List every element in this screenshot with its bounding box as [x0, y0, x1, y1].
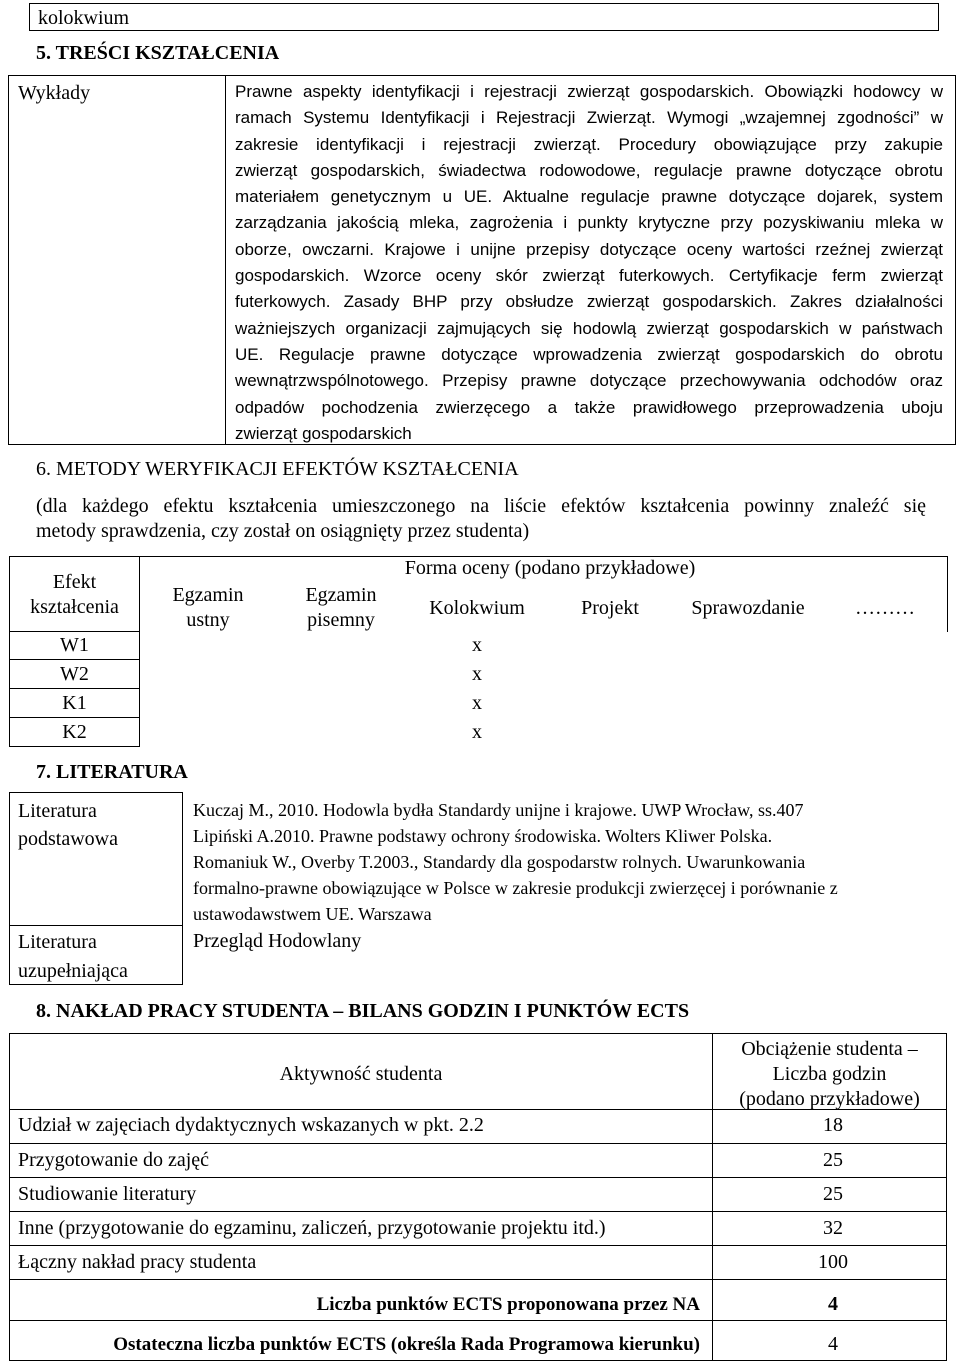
col-load-header-line: Liczba godzin: [772, 1063, 887, 1085]
ects-final-label: Ostateczna liczba punktów ECTS (określa Rada Programowa kierunku): [113, 1334, 700, 1355]
lecture-line: UE. Regulacje prawne dotyczące wprowadzenia zwierząt gospodarskich do obrotu: [235, 344, 943, 364]
content-row-label: Wykłady: [18, 82, 91, 104]
table-border: [139, 556, 140, 747]
activity-cell: Udział w zajęciach dydaktycznych wskazanych w pkt. 2.2: [18, 1114, 484, 1136]
col-written-exam-header: [281, 583, 401, 633]
hours-cell: 25: [823, 1183, 843, 1205]
verification-note-line: (dla każdego efektu kształcenia umieszczonego na liście efektów kształcenia powinny znaleźć się: [36, 495, 926, 517]
activity-cell: Studiowanie literatury: [18, 1183, 197, 1205]
table-border: [9, 792, 10, 985]
lecture-line: ważniejszych organizacji zajmujących się hodowlą zwierząt gospodarskich w państwach: [235, 318, 943, 338]
col-report-header: Sprawozdanie: [691, 597, 805, 619]
ects-final-value: 4: [828, 1333, 838, 1355]
col-effect-header: [10, 570, 139, 620]
lecture-line: zwierząt gospodarskich, świadectwa rodowodowe, regulacje prawne dotyczące obrotu: [235, 160, 943, 180]
course-name: kolokwium: [38, 7, 130, 29]
lecture-line: odpadów pochodzenia zwierzęcego a także prawidłowego przeprowadzenia uboju: [235, 397, 943, 417]
colloquium-mark: x: [472, 692, 482, 714]
basic-literature-list: [193, 797, 913, 927]
colloquium-mark: x: [472, 634, 482, 656]
literature-item: Romaniuk W., Overby T.2003., Standardy dla gospodarstw rolnych. Uwarunkowania: [193, 852, 806, 872]
colloquium-mark: x: [472, 721, 482, 743]
lecture-line: materiałem genetycznym u UE. Aktualne regulacje prawne dotyczące dojarek, system: [235, 187, 943, 207]
lecture-line: zarządzania jakością mleka, zagrożenia i punkty krytyczne przy pozyskiwaniu mleka w: [235, 213, 943, 233]
col-written-exam-header-line: Egzamin: [305, 584, 377, 606]
content-table: [8, 75, 956, 445]
col-colloquium-header: Kolokwium: [429, 597, 525, 619]
course-name-box: [29, 3, 939, 31]
col-project-header: Projekt: [581, 597, 639, 619]
section6-heading: 6. METODY WERYFIKACJI EFEKTÓW KSZTAŁCENIA: [36, 458, 519, 480]
table-border: [9, 631, 139, 632]
activity-cell: Łączny nakład pracy studenta: [18, 1251, 257, 1273]
col-load-header-line: (podano przykładowe): [739, 1088, 920, 1110]
literature-item: ustawodawstwem UE. Warszawa: [193, 904, 432, 924]
table-border: [9, 1245, 947, 1246]
col-written-exam-header-line: pisemny: [307, 609, 375, 631]
lecture-line: zakresie identyfikacji i rejestracji zwierząt. Procedury obowiązujące przy zakupie: [235, 134, 943, 154]
table-border: [9, 717, 139, 718]
literature-item: Kuczaj M., 2010. Hodowla bydła Standardy unijne i krajowe. UWP Wrocław, ss.407: [193, 800, 804, 820]
lecture-line: wewnątrzwspólnotowego. Przepisy prawne dotyczące przechowywania odchodów oraz: [235, 371, 943, 391]
col-oral-exam-header: [148, 583, 268, 633]
table-border: [9, 746, 139, 747]
basic-literature-label-line: Literatura: [18, 800, 97, 822]
ects-proposed-value: 4: [828, 1293, 838, 1315]
table-border: [9, 792, 183, 793]
table-border: [9, 1143, 947, 1144]
col-load-header: [713, 1037, 946, 1112]
table-border: [9, 688, 139, 689]
hours-cell: 25: [823, 1149, 843, 1171]
effect-cell: W2: [60, 663, 89, 685]
forma-oceny-header: Forma oceny (podano przykładowe): [404, 557, 696, 579]
col-oral-exam-header-line: ustny: [186, 609, 230, 631]
col-other-header: ………: [855, 597, 915, 619]
col-effect-header-line: kształcenia: [30, 596, 119, 618]
section8-heading: 8. NAKŁAD PRACY STUDENTA – BILANS GODZIN I PUNKTÓW ECTS: [36, 1000, 690, 1022]
col-effect-header-line: Efekt: [52, 571, 97, 593]
basic-literature-label-line: podstawowa: [18, 828, 118, 850]
section5-heading: 5. TREŚCI KSZTAŁCENIA: [36, 42, 280, 64]
table-border: [947, 556, 948, 632]
table-border: [9, 925, 183, 926]
table-border: [9, 659, 139, 660]
col-load-header-line: Obciążenie studenta –: [741, 1038, 918, 1060]
table-border: [9, 1211, 947, 1212]
content-table-divider: [225, 76, 226, 444]
table-border: [9, 1177, 947, 1178]
lecture-line: Prawne aspekty identyfikacji i rejestracji zwierząt gospodarskich. Obowiązki hodowcy w: [235, 82, 943, 101]
col-activity-header: Aktywność studenta: [279, 1063, 443, 1085]
colloquium-mark: x: [472, 663, 482, 685]
effect-cell: W1: [60, 634, 89, 656]
effect-cell: K2: [62, 721, 87, 743]
table-border: [9, 1279, 947, 1280]
lecture-line: ramach Systemu Identyfikacji i Rejestracji Zwierząt. Wymogi „wzajemnej zgodności” w: [235, 108, 943, 128]
hours-cell: 32: [823, 1217, 843, 1239]
supplementary-literature-label-line: Literatura: [18, 931, 97, 953]
section7-heading: 7. LITERATURA: [36, 761, 188, 783]
supplementary-literature-label-line: uzupełniająca: [18, 960, 128, 982]
effect-cell: K1: [62, 692, 87, 714]
table-border: [9, 1033, 947, 1034]
supplementary-literature-label: [18, 928, 128, 986]
lecture-line: gospodarskich. Wzorce oceny skór zwierząt futerkowych. Certyfikacje ferm zwierząt: [235, 266, 943, 286]
table-border: [9, 1320, 947, 1321]
literature-item: formalno-prawne obowiązujące w Polsce w zakresie produkcji zwierzęcej i porównanie z: [193, 878, 838, 898]
basic-literature-label: [18, 797, 118, 853]
supplementary-literature-item: Przegląd Hodowlany: [193, 930, 362, 952]
ects-proposed-label: Liczba punktów ECTS proponowana przez NA: [316, 1294, 700, 1315]
lecture-line: zwierząt gospodarskich: [235, 423, 412, 443]
lecture-content: [235, 79, 943, 447]
hours-cell: 100: [818, 1251, 848, 1273]
verification-note-line: metody sprawdzenia, czy został on osiągnięty przez studenta): [36, 520, 530, 542]
col-oral-exam-header-line: Egzamin: [172, 584, 244, 606]
activity-cell: Inne (przygotowanie do egzaminu, zaliczeń, przygotowanie projektu itd.): [18, 1217, 606, 1239]
verification-note: [36, 494, 926, 544]
table-border: [9, 1360, 947, 1361]
activity-cell: Przygotowanie do zajęć: [18, 1149, 210, 1171]
lecture-line: futerkowych. Zasady BHP przy obsłudze zwierząt gospodarskich. Zakres działalności: [235, 292, 943, 312]
table-border: [182, 792, 183, 985]
hours-cell: 18: [823, 1114, 843, 1136]
literature-item: Lipiński A.2010. Prawne podstawy ochrony środowiska. Wolters Kliwer Polska.: [193, 826, 773, 846]
lecture-line: oborze, owczarni. Krajowe i unijne przepisy dotyczące oceny wartości rzeźnej zwierząt: [235, 239, 943, 259]
